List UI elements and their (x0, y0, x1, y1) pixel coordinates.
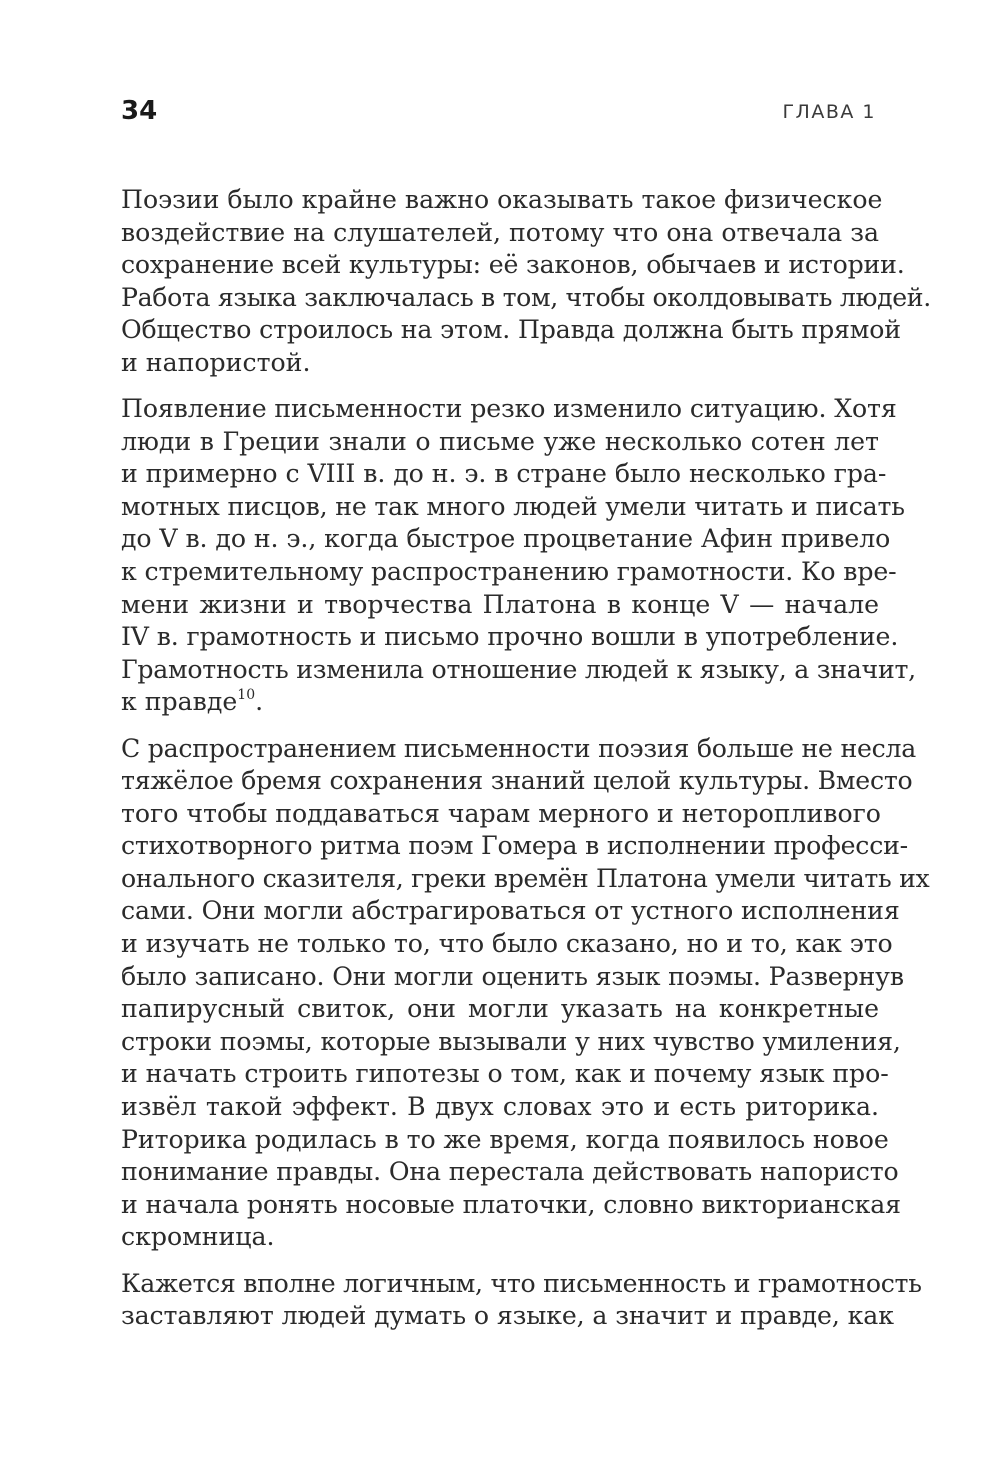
text-line: и начать строить гипотезы о том, как и почему язык про- (121, 1059, 889, 1089)
text-line: воздействие на слушателей, потому что она отвечала за (121, 217, 879, 247)
text-line: люди в Греции знали о письме уже несколько сотен лет (121, 426, 879, 456)
page-number: 34 (121, 96, 158, 126)
last-line-text: к правде (121, 687, 238, 717)
text-line: Грамотность изменила отношение людей к языку, а значит, (121, 654, 916, 684)
text-line: и примерно с VIII в. до н. э. в стране было несколько гра- (121, 459, 887, 489)
body-text (121, 184, 931, 1346)
text-line: и напористой. (121, 347, 311, 377)
text-line: сохранение всей культуры: её законов, обычаев и истории. (121, 250, 905, 280)
last-line-end: . (255, 687, 264, 717)
text-line: папирусный свиток, они могли указать на конкретные (121, 994, 879, 1024)
text-line: и начала ронять носовые платочки, словно викторианская (121, 1189, 901, 1219)
footnote-reference[interactable]: 10 (237, 687, 256, 704)
paragraph-4 (121, 1268, 922, 1333)
text-line: к стремительному распространению грамотности. Ко вре- (121, 557, 897, 587)
paragraph-2 (121, 393, 916, 719)
paragraph-1 (121, 184, 931, 380)
text-line: извёл такой эффект. В двух словах это и есть риторика. (121, 1092, 879, 1122)
text-line: строки поэмы, которые вызывали у них чувство умиления, (121, 1026, 901, 1056)
text-line: тяжёлое бремя сохранения знаний целой культуры. Вместо (121, 766, 913, 796)
text-line: скромница. (121, 1222, 275, 1252)
text-line (121, 686, 879, 719)
paragraph-3 (121, 733, 930, 1255)
text-line: было записано. Они могли оценить язык поэмы. Развернув (121, 961, 904, 991)
chapter-running-head: ГЛАВА 1 (782, 101, 876, 123)
text-line: стихотворного ритма поэм Гомера в исполнении професси- (121, 831, 908, 861)
text-line: и изучать не только то, что было сказано, но и то, как это (121, 929, 893, 959)
text-line: Общество строилось на этом. Правда должна быть прямой (121, 315, 901, 345)
text-line: заставляют людей думать о языке, а значит и правде, как (121, 1301, 894, 1331)
text-line: онального сказителя, греки времён Платона умели читать их (121, 863, 930, 893)
text-line: того чтобы поддаваться чарам мерного и неторопливого (121, 798, 881, 828)
text-line: мени жизни и творчества Платона в конце V — начале (121, 589, 879, 619)
text-line: понимание правды. Она перестала действовать напористо (121, 1157, 899, 1187)
text-line: мотных писцов, не так много людей умели читать и писать (121, 491, 905, 521)
text-line: С распространением письменности поэзия больше не несла (121, 733, 917, 763)
text-line: Работа языка заключалась в том, чтобы околдовывать людей. (121, 282, 931, 312)
text-line: до V в. до н. э., когда быстрое процветание Афин привело (121, 524, 891, 554)
text-line: Поэзии было крайне важно оказывать такое физическое (121, 185, 883, 214)
text-line: Появление письменности резко изменило ситуацию. Хотя (121, 394, 897, 424)
text-line: Кажется вполне логичным, что письменность и грамотность (121, 1268, 922, 1298)
text-line: сами. Они могли абстрагироваться от устного исполнения (121, 896, 900, 926)
text-line: IV в. грамотность и письмо прочно вошли в употребление. (121, 622, 899, 652)
text-line: Риторика родилась в то же время, когда появилось новое (121, 1124, 889, 1154)
